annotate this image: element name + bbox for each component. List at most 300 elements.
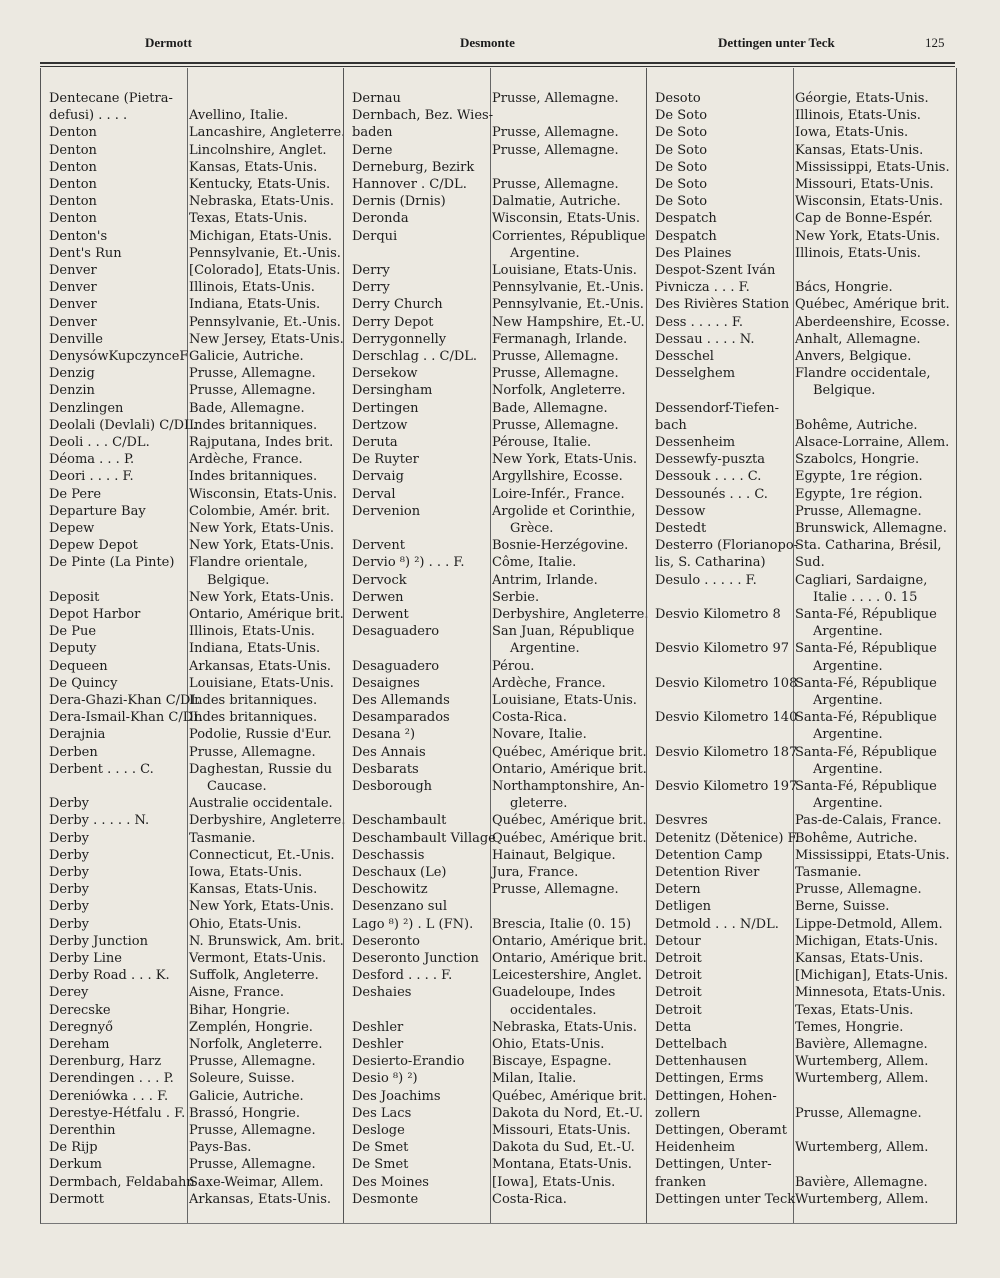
entry-row (647, 658, 957, 675)
entry-row (41, 795, 341, 812)
entry-row (344, 331, 647, 348)
place-name: Derwent (352, 607, 409, 622)
place-name: De Ruyter (352, 452, 419, 468)
region-country: Nebraska, Etats-Unis. (492, 1019, 637, 1035)
entry-row (41, 468, 341, 485)
region-country: Lancashire, Angleterre. (189, 125, 346, 141)
entry-row (344, 675, 647, 692)
entry-row (41, 400, 341, 417)
place-name: Dervaig (352, 469, 404, 485)
entry-row (647, 1088, 957, 1105)
entry-row (344, 382, 647, 399)
entry-row (344, 554, 647, 571)
region-country: Zemplén, Hongrie. (189, 1019, 313, 1035)
place-name: Desoto (655, 91, 701, 106)
entry-row (647, 537, 957, 554)
region-country: Ontario, Amérique brit. (492, 933, 647, 949)
place-name: Deschassis (352, 847, 425, 863)
entry-row (344, 314, 647, 331)
place-name: Dettingen unter Teck (655, 1191, 796, 1207)
place-name: De Soto (655, 142, 708, 158)
region-country: Norfolk, Angleterre. (189, 1037, 323, 1052)
entry-row (344, 778, 647, 795)
region-country: Prusse, Allemagne. (795, 503, 922, 519)
place-name: Desschel (655, 349, 714, 364)
entry-row (41, 90, 341, 107)
region-country: New Hampshire, Et.-U. (492, 314, 645, 330)
entry-row (41, 950, 341, 967)
entry-row (344, 486, 647, 503)
region-country: Pérou. (492, 658, 535, 674)
place-name: Detroit (655, 1002, 702, 1018)
place-name: Derby . . . . . N. (49, 813, 150, 829)
place-name: Dermott (49, 1191, 104, 1207)
entry-row (344, 950, 647, 967)
entry-row (344, 193, 647, 210)
region-country: [Colorado], Etats-Unis. (189, 263, 341, 278)
entry-row (344, 348, 647, 365)
entry-row (41, 881, 341, 898)
place-name: Detroit (655, 951, 702, 966)
region-country: Costa-Rica. (492, 1191, 567, 1207)
entry-row (344, 726, 647, 743)
entry-row (647, 1002, 957, 1019)
region-country: Sta. Catharina, Brésil, (795, 538, 942, 554)
entry-row (344, 1070, 647, 1087)
entry-row (41, 1002, 341, 1019)
region-country: Egypte, 1re région. (795, 486, 923, 502)
entry-row (344, 709, 647, 726)
entry-row (344, 795, 647, 812)
place-name: Derby Junction (49, 933, 148, 949)
region-country: Argentine. (813, 658, 883, 674)
place-name: Des Plaines (655, 245, 732, 261)
place-name: lis, S. Catharina) (655, 555, 766, 571)
entry-row (41, 503, 341, 520)
region-country: Ontario, Amérique brit. (492, 761, 647, 777)
place-name: Detention River (655, 865, 760, 880)
region-country: Ohio, Etats-Unis. (189, 916, 302, 932)
entry-row (344, 503, 647, 520)
entry-row (41, 1191, 341, 1208)
column-2 (343, 68, 647, 1223)
place-name: zollern (655, 1105, 701, 1121)
place-name: Dernis (Drnis) (352, 194, 446, 210)
region-country: Prusse, Allemagne. (492, 125, 619, 141)
region-country: Prusse, Allemagne. (492, 142, 619, 158)
place-name: Detour (655, 933, 701, 949)
entry-row (647, 554, 957, 571)
place-name: Desamparados (352, 710, 450, 726)
region-country: Berne, Suisse. (795, 899, 890, 915)
region-country: Indes britanniques. (189, 417, 318, 433)
place-name: Deoli . . . C/DL. (49, 435, 150, 450)
region-country: Illinois, Etats-Unis. (795, 245, 921, 261)
region-country: Santa-Fé, République (795, 675, 937, 691)
entry-row (344, 589, 647, 606)
region-country: Pérouse, Italie. (492, 435, 592, 450)
place-name: Dettelbach (655, 1037, 728, 1052)
place-name: Derben (49, 744, 98, 760)
place-name: Dertingen (352, 400, 419, 416)
entry-row (647, 967, 957, 984)
entry-row (41, 709, 341, 726)
entry-row (647, 296, 957, 313)
place-name: Dermbach, Feldabahn (49, 1174, 195, 1190)
place-name: De Pinte (La Pinte) (49, 555, 175, 571)
region-country: Arkansas, Etats-Unis. (189, 1191, 332, 1207)
place-name: Derkum (49, 1157, 102, 1173)
region-country: Tasmanie. (189, 830, 256, 846)
region-country: Italie . . . . 0. 15 (813, 589, 918, 605)
place-name: De Rijp (49, 1140, 98, 1156)
entry-row (647, 933, 957, 950)
place-name: Dessouk . . . . C. (655, 469, 762, 485)
entry-row (41, 640, 341, 657)
entry-row (41, 864, 341, 881)
region-country: Pennsylvanie, Et.-Unis. (189, 314, 341, 330)
entry-row (344, 1139, 647, 1156)
entry-row (41, 159, 341, 176)
entry-row (647, 984, 957, 1001)
place-name: Desaguadero (352, 658, 440, 674)
entry-row (647, 1019, 957, 1036)
entry-row (41, 193, 341, 210)
place-name: Desierto-Erandio (352, 1054, 465, 1070)
entry-row (647, 881, 957, 898)
place-name: Des Annais (352, 744, 426, 760)
region-country: Derbyshire, Angleterre. (492, 607, 649, 622)
place-name: Derey (49, 985, 89, 1001)
region-country: Wurtemberg, Allem. (795, 1054, 929, 1070)
place-name: Denton (49, 159, 97, 175)
entry-row (344, 417, 647, 434)
region-country: Mississippi, Etats-Unis. (795, 159, 950, 175)
region-country: New York, Etats-Unis. (189, 899, 335, 915)
region-country: Bade, Allemagne. (492, 400, 608, 416)
place-name: Dettingen, Oberamt (655, 1123, 787, 1138)
region-country: Temes, Hongrie. (795, 1019, 904, 1035)
entry-row (647, 726, 957, 743)
place-name: baden (352, 125, 393, 141)
place-name: Dettingen, Erms (655, 1071, 764, 1087)
place-name: Derval (352, 486, 396, 502)
entry-row (647, 675, 957, 692)
entry-row (647, 1139, 957, 1156)
header-rule (40, 62, 955, 64)
entry-row (647, 709, 957, 726)
region-country: New York, Etats-Unis. (189, 538, 335, 554)
region-country: Bavière, Allemagne. (795, 1174, 928, 1190)
region-country: Wisconsin, Etats-Unis. (189, 486, 337, 502)
region-country: Prusse, Allemagne. (189, 366, 316, 382)
place-name: Desvio Kilometro 197 (655, 779, 798, 794)
entry-row (344, 830, 647, 847)
place-name: De Soto (655, 125, 708, 141)
region-country: Texas, Etats-Unis. (795, 1002, 914, 1018)
place-name: Dera-Ismail-Khan C/DL (49, 710, 202, 726)
entry-row (41, 537, 341, 554)
region-country: gleterre. (510, 796, 568, 812)
entry-row (647, 761, 957, 778)
entry-row (344, 916, 647, 933)
entry-row (344, 623, 647, 640)
region-country: Ontario, Amérique brit. (189, 607, 344, 622)
place-name: Denton's (49, 228, 108, 244)
place-name: Dequeen (49, 658, 108, 674)
place-name: Deruta (352, 435, 398, 450)
entry-row (41, 967, 341, 984)
region-country: Pas-de-Calais, France. (795, 813, 942, 829)
region-country: Prusse, Allemagne. (492, 349, 619, 364)
entry-row (344, 1156, 647, 1173)
place-name: Dent's Run (49, 245, 122, 261)
place-name: Dervenion (352, 503, 421, 519)
entry-row (647, 1156, 957, 1173)
region-country: Fermanagh, Irlande. (492, 331, 628, 347)
place-name: Dettingen, Unter- (655, 1157, 772, 1173)
entry-row (647, 90, 957, 107)
region-country: Ardèche, France. (492, 675, 606, 691)
place-name: Dervock (352, 572, 407, 588)
region-country: Prusse, Allemagne. (189, 383, 316, 399)
place-name: Deolali (Devlali) C/DL. (49, 417, 197, 433)
entry-row (344, 864, 647, 881)
region-country: Prusse, Allemagne. (795, 882, 922, 898)
place-name: Derby (49, 916, 89, 932)
region-country: Egypte, 1re région. (795, 469, 923, 485)
entry-row (647, 468, 957, 485)
region-country: Guadeloupe, Indes (492, 985, 616, 1001)
place-name: Pivnicza . . . F. (655, 280, 750, 296)
place-name: Derecske (49, 1002, 111, 1018)
entry-row (647, 572, 957, 589)
region-country: Indes britanniques. (189, 710, 318, 726)
place-name: Denton (49, 177, 97, 192)
place-name: Dess . . . . . F. (655, 314, 744, 330)
entry-row (647, 1070, 957, 1087)
entry-row (647, 365, 957, 382)
region-country: Québec, Amérique brit. (492, 830, 647, 846)
entry-row (647, 331, 957, 348)
region-country: Serbie. (492, 589, 540, 605)
place-name: Desford . . . . F. (352, 968, 453, 984)
entry-row (344, 468, 647, 485)
place-name: Detta (655, 1019, 692, 1035)
place-name: Despatch (655, 211, 717, 227)
place-name: Derby (49, 796, 89, 812)
entry-row (647, 434, 957, 451)
entry-row (41, 830, 341, 847)
region-country: Illinois, Etats-Unis. (189, 280, 315, 296)
place-name: Denton (49, 211, 97, 227)
region-country: Alsace-Lorraine, Allem. (795, 435, 950, 450)
place-name: Dettenhausen (655, 1054, 747, 1070)
entry-row (647, 795, 957, 812)
region-country: Dakota du Nord, Et.-U. (492, 1105, 643, 1121)
region-country: Texas, Etats-Unis. (189, 211, 308, 227)
entry-row (41, 572, 341, 589)
place-name: Dervio ⁸) ²) . . . F. (352, 555, 465, 571)
place-name: Detroit (655, 985, 702, 1001)
region-country: Cap de Bonne-Espér. (795, 211, 933, 227)
region-country: Brescia, Italie (0. 15) (492, 916, 632, 932)
place-name: Derenburg, Harz (49, 1054, 162, 1070)
entry-row (344, 90, 647, 107)
entry-row (344, 520, 647, 537)
region-country: Wurtemberg, Allem. (795, 1191, 929, 1207)
region-country: New York, Etats-Unis. (189, 589, 335, 605)
region-country: N. Brunswick, Am. brit. (189, 933, 344, 949)
entry-row (344, 812, 647, 829)
place-name: Desbarats (352, 761, 419, 777)
entry-row (41, 417, 341, 434)
entry-row (41, 1036, 341, 1053)
place-name: Desaguadero (352, 624, 440, 640)
entry-row (647, 1191, 957, 1208)
region-country: Flandre occidentale, (795, 366, 931, 382)
region-country: Illinois, Etats-Unis. (795, 108, 921, 124)
entry-row (647, 262, 957, 279)
place-name: Denver (49, 297, 97, 313)
place-name: Depew (49, 521, 95, 536)
header-center: Desmonte (460, 35, 515, 50)
region-country: San Juan, République (492, 624, 635, 640)
entry-row (344, 761, 647, 778)
region-country: Prusse, Allemagne. (492, 91, 619, 106)
region-country: Mississippi, Etats-Unis. (795, 847, 950, 863)
region-country: Soleure, Suisse. (189, 1071, 295, 1087)
region-country: Podolie, Russie d'Eur. (189, 727, 332, 743)
place-name: Denton (49, 194, 97, 210)
entry-row (647, 486, 957, 503)
place-name: Derby (49, 882, 89, 898)
region-country: Kentucky, Etats-Unis. (189, 177, 331, 192)
place-name: De Soto (655, 194, 708, 210)
place-name: Des Lacs (352, 1105, 412, 1121)
region-country: Illinois, Etats-Unis. (189, 624, 315, 640)
place-name: Derwen (352, 589, 404, 605)
place-name: Dernbach, Bez. Wies- (352, 108, 494, 124)
entry-row (344, 744, 647, 761)
place-name: Detern (655, 882, 701, 898)
entry-row (647, 623, 957, 640)
entry-row (647, 1174, 957, 1191)
region-country: Argyllshire, Ecosse. (492, 469, 623, 485)
entry-row (647, 142, 957, 159)
region-country: Dalmatie, Autriche. (492, 194, 621, 210)
place-name: De Soto (655, 177, 708, 192)
region-country: Missouri, Etats-Unis. (795, 177, 934, 192)
entry-row (344, 898, 647, 915)
place-name: Desterro (Florianopo- (655, 538, 799, 554)
region-country: Saxe-Weimar, Allem. (189, 1174, 324, 1190)
place-name: Denton (49, 125, 97, 141)
region-country: Côme, Italie. (492, 555, 577, 571)
header-rule-thin (40, 66, 955, 67)
entry-row (647, 847, 957, 864)
region-country: Québec, Amérique brit. (492, 813, 647, 829)
place-name: Derrygonnelly (352, 331, 447, 347)
entry-row (647, 692, 957, 709)
place-name: Dersingham (352, 383, 433, 399)
place-name: Derbent . . . . C. (49, 761, 154, 777)
entry-row (344, 967, 647, 984)
place-name: Desvres (655, 813, 708, 829)
place-name: Dessau . . . . N. (655, 331, 755, 347)
region-country: Galicie, Autriche. (189, 349, 304, 364)
place-name: De Soto (655, 108, 708, 124)
region-country: Brassó, Hongrie. (189, 1105, 301, 1121)
entry-row (344, 176, 647, 193)
region-country: Suffolk, Angleterre. (189, 968, 319, 984)
entry-row (41, 847, 341, 864)
place-name: Deposit (49, 589, 100, 605)
place-name: Dereham (49, 1037, 110, 1052)
entry-row (344, 434, 647, 451)
entry-row (344, 537, 647, 554)
region-country: Wurtemberg, Allem. (795, 1071, 929, 1087)
entry-row (41, 898, 341, 915)
region-country: Wurtemberg, Allem. (795, 1140, 929, 1156)
entry-row (344, 658, 647, 675)
entry-row (647, 1053, 957, 1070)
entry-row (41, 434, 341, 451)
place-name: Derenthin (49, 1123, 116, 1138)
region-country: New York, Etats-Unis. (492, 452, 638, 468)
region-country: Minnesota, Etats-Unis. (795, 985, 946, 1001)
entry-row (41, 331, 344, 348)
place-name: Deronda (352, 211, 409, 227)
region-country: Argentine. (813, 761, 883, 777)
region-country: Québec, Amérique brit. (492, 744, 647, 760)
region-country: Connecticut, Et.-Unis. (189, 847, 335, 863)
entry-row (647, 898, 957, 915)
region-country: Kansas, Etats-Unis. (795, 142, 924, 158)
region-country: Vermont, Etats-Unis. (189, 951, 327, 966)
page-number: 125 (925, 35, 945, 50)
place-name: Deputy (49, 641, 97, 657)
place-name: Deori . . . . F. (49, 469, 134, 485)
entry-row (344, 1174, 647, 1191)
region-country: Belgique. (813, 383, 876, 399)
region-country: occidentales. (510, 1002, 597, 1018)
region-country: Caucase. (207, 779, 267, 794)
place-name: Derby (49, 865, 89, 880)
entry-row (647, 159, 957, 176)
entry-row (647, 1036, 957, 1053)
place-name: Deshaies (352, 985, 412, 1001)
region-country: Ontario, Amérique brit. (492, 951, 647, 966)
region-country: Brunswick, Allemagne. (795, 521, 947, 536)
region-country: Nebraska, Etats-Unis. (189, 194, 334, 210)
place-name: Despot-Szent Iván (655, 263, 776, 278)
region-country: Wisconsin, Etats-Unis. (795, 194, 943, 210)
place-name: Dessounés . . . C. (655, 486, 768, 502)
region-country: Tasmanie. (795, 865, 862, 880)
region-country: Michigan, Etats-Unis. (189, 228, 333, 244)
place-name: Despatch (655, 228, 717, 244)
place-name: Derry Depot (352, 314, 434, 330)
place-name: Dertzow (352, 417, 408, 433)
entry-row (41, 589, 341, 606)
region-country: Géorgie, Etats-Unis. (795, 91, 929, 106)
entry-row (344, 1019, 647, 1036)
place-name: Dessewfy-puszta (655, 452, 766, 468)
place-name: Desvio Kilometro 108 (655, 675, 798, 691)
region-country: Bade, Allemagne. (189, 400, 305, 416)
entry-row (647, 744, 957, 761)
